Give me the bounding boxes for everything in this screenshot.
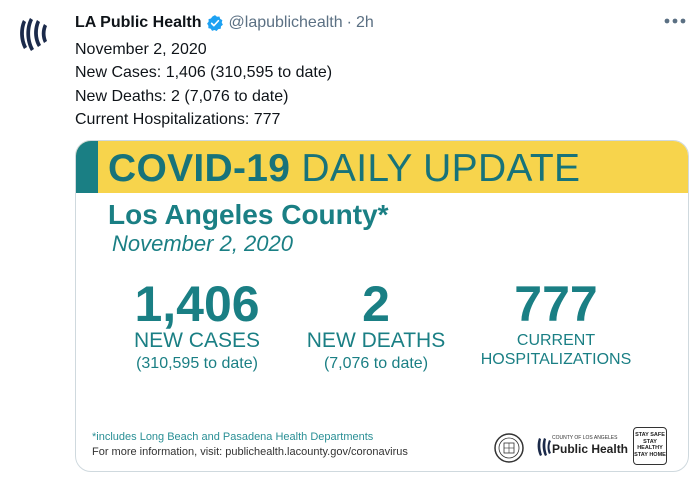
stat-label-line1: CURRENT — [516, 332, 596, 349]
verified-badge-icon — [206, 14, 224, 32]
tweet-line-deaths: New Deaths: 2 (7,076 to date) — [75, 87, 289, 105]
handle[interactable]: @lapublichealth — [228, 14, 343, 31]
stat-sub: (310,595 to date) — [136, 355, 258, 372]
banner-accent — [76, 141, 98, 193]
stat-sub: (7,076 to date) — [323, 355, 429, 372]
tweet-line-date: November 2, 2020 — [75, 41, 207, 58]
stat-new-cases — [122, 276, 272, 375]
separator-dot: · — [346, 14, 352, 31]
tweet-text — [75, 38, 332, 131]
stat-new-deaths — [296, 276, 456, 375]
stat-hospitalizations — [471, 276, 641, 369]
info-line: For more information, visit: publichealth.lacounty.gov/coronavirus — [92, 446, 408, 458]
tweet-line-hospitalizations: Current Hospitalizations: 777 — [75, 110, 281, 128]
timestamp[interactable]: 2h — [355, 14, 374, 31]
update-banner — [76, 141, 688, 193]
public-health-mark-icon — [536, 436, 552, 458]
stat-number: 777 — [514, 276, 598, 332]
county-seal-icon — [494, 433, 524, 463]
badge-line: STAY HEALTHY — [637, 438, 663, 451]
la-public-health-logo-icon — [10, 10, 59, 59]
logo-county-text: COUNTY OF LOS ANGELES — [552, 435, 618, 441]
footnote: *includes Long Beach and Pasadena Health Departments — [92, 431, 374, 443]
stat-label: NEW DEATHS — [306, 329, 446, 352]
badge-line: STAY SAFE — [635, 432, 665, 438]
county-name: Los Angeles County* — [108, 199, 389, 230]
stat-number: 2 — [362, 276, 390, 332]
tweet-line-cases: New Cases: 1,406 (310,595 to date) — [75, 64, 333, 82]
banner-title — [108, 147, 580, 191]
stat-number: 1,406 — [134, 276, 260, 332]
avatar[interactable] — [10, 10, 59, 59]
tweet-header — [75, 12, 374, 34]
banner-title-bold: COVID-19 — [108, 147, 291, 190]
stay-safe-badge — [633, 427, 667, 465]
public-health-logo — [536, 434, 628, 462]
more-options-icon[interactable] — [663, 14, 687, 28]
badge-line: STAY HOME — [634, 451, 666, 458]
display-name[interactable]: LA Public Health — [75, 14, 202, 31]
logo-main-text: Public Health — [552, 442, 629, 456]
banner-title-rest: DAILY UPDATE — [301, 147, 581, 190]
stat-label: NEW CASES — [133, 329, 261, 352]
stat-label-line2: HOSPITALIZATIONS — [480, 351, 632, 368]
update-date: November 2, 2020 — [112, 231, 293, 256]
tweet-media-image[interactable] — [75, 140, 689, 472]
